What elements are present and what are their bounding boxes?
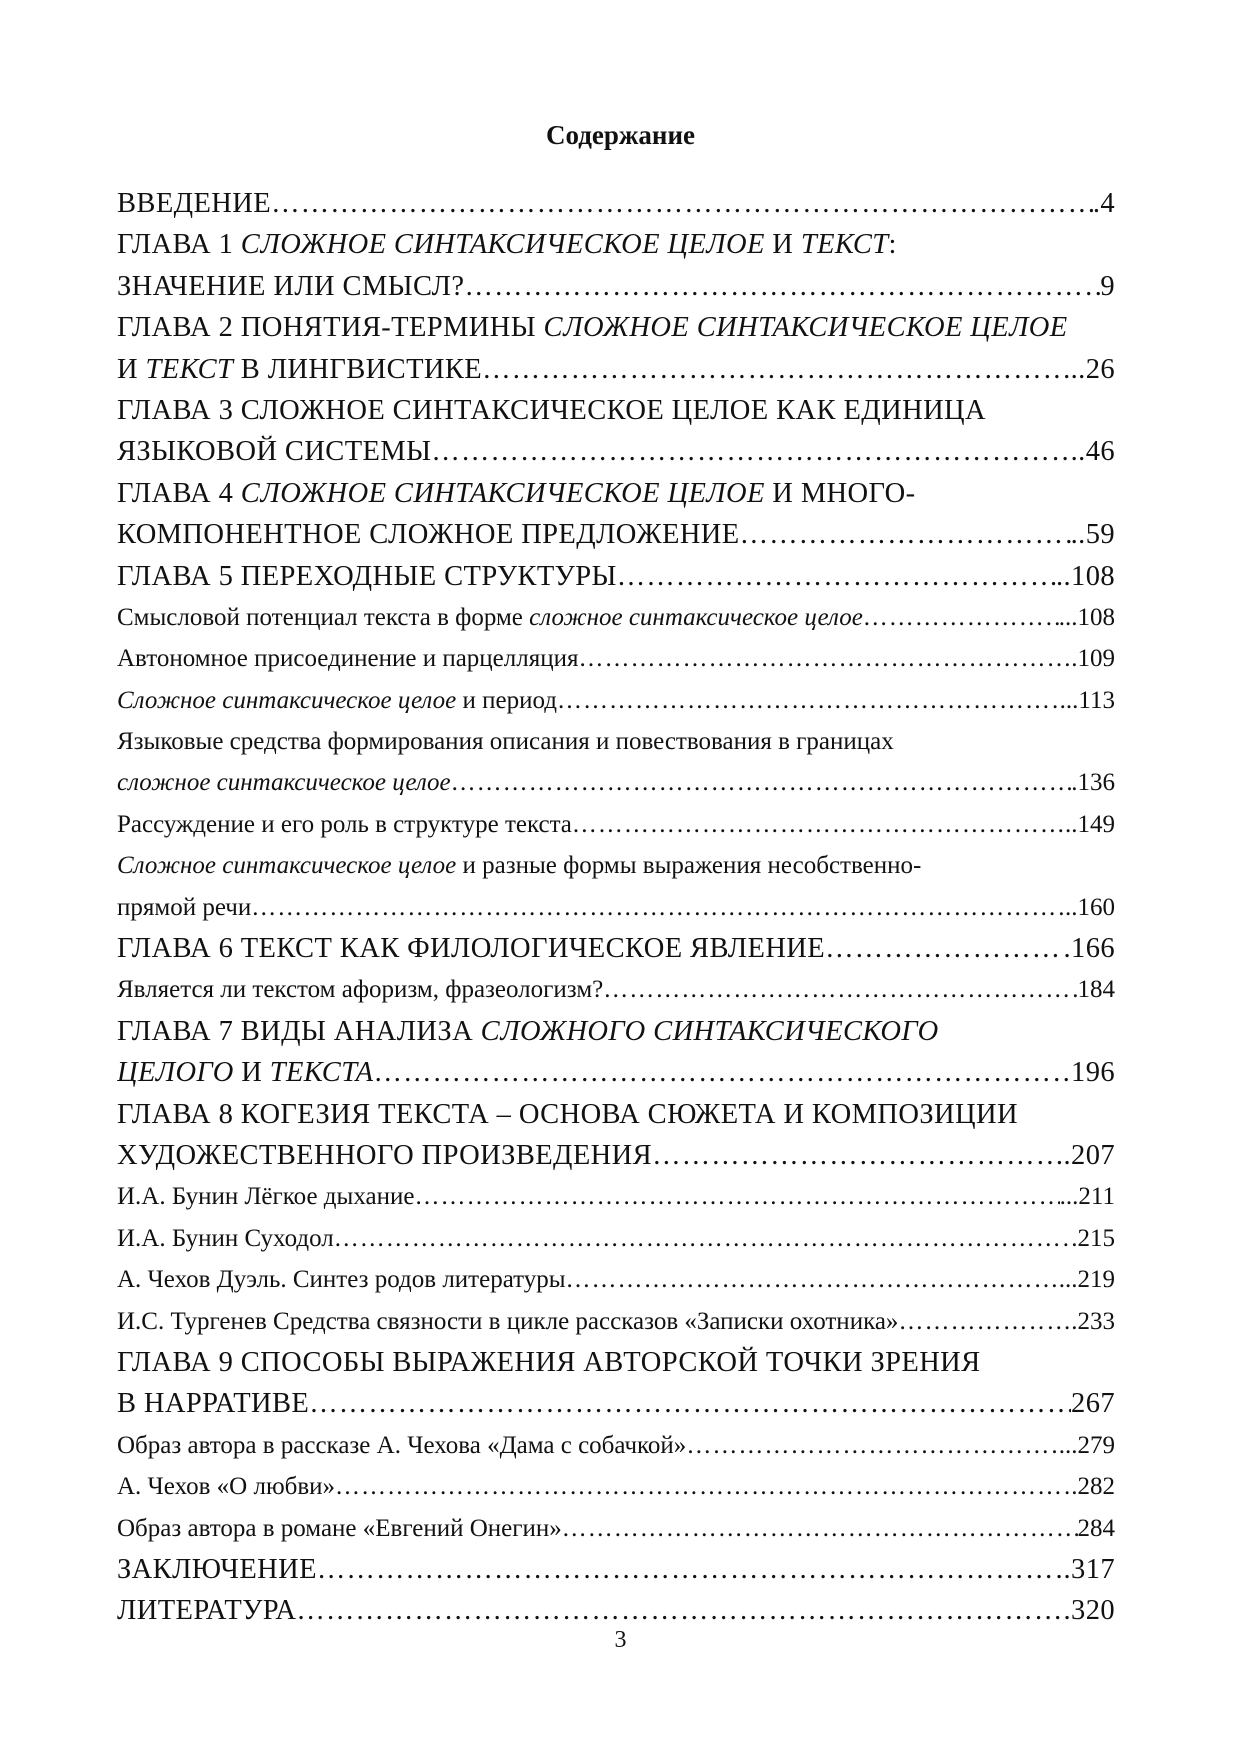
- toc-entry: [117, 266, 1115, 307]
- toc-entry-title: ЛИТЕРАТУРА: [117, 1595, 297, 1627]
- toc-entry-page: .317: [1063, 1553, 1115, 1585]
- dot-leader: [603, 969, 1077, 1010]
- toc-entry-title: ГЛАВА 4 СЛОЖНОЕ СИНТАКСИЧЕСКОЕ ЦЕЛОЕ И МНОГО-: [117, 477, 916, 509]
- toc-entry-title: В НАРРАТИВЕ: [117, 1388, 310, 1420]
- toc-entry-page: 284: [1077, 1514, 1115, 1542]
- toc-entry-title: ГЛАВА 5 ПЕРЕХОДНЫЕ СТРУКТУРЫ: [117, 560, 617, 592]
- toc-entry: [117, 1052, 1115, 1093]
- dot-leader: [271, 183, 1093, 224]
- toc-entry: [117, 680, 1115, 721]
- toc-entry-title: А. Чехов «О любви»: [117, 1473, 336, 1501]
- toc-entry-title: Автономное присоединение и парцелляция: [117, 645, 579, 673]
- toc-entry-title: И ТЕКСТ В ЛИНГВИСТИКЕ: [117, 353, 483, 385]
- toc-entry-page: ...211: [1059, 1183, 1115, 1211]
- dot-leader: [898, 1301, 1046, 1342]
- toc-entry-title: Рассуждение и его роль в структуре текста: [117, 810, 572, 838]
- toc-entry: [117, 969, 1115, 1010]
- toc-entry-title: А. Чехов Дуэль. Синтез родов литературы: [117, 1266, 566, 1294]
- toc-entry: [117, 887, 1115, 928]
- toc-entry: [117, 390, 1115, 431]
- toc-entry: [117, 721, 1115, 762]
- toc-entry-page: ...279: [1058, 1431, 1115, 1459]
- toc-entry-title: И.С. Тургенев Средства связности в цикле рассказов «Записки охотника»: [117, 1307, 899, 1335]
- dot-leader: [686, 1425, 1058, 1466]
- page-number: 3: [614, 1627, 627, 1653]
- dot-leader: [617, 556, 1056, 597]
- toc-entry: [117, 556, 1115, 597]
- toc-entry-page: .320: [1063, 1595, 1115, 1627]
- toc-entry-page: ...219: [1058, 1266, 1115, 1294]
- dot-leader: [566, 1259, 1059, 1300]
- toc-entry: [117, 638, 1115, 679]
- dot-leader: [296, 1590, 1063, 1631]
- toc-entry-title: ХУДОЖЕСТВЕННОГО ПРОИЗВЕДЕНИЯ: [117, 1139, 653, 1171]
- toc-entry: [117, 1466, 1115, 1507]
- toc-entry-page: .282: [1071, 1473, 1115, 1501]
- toc-entry-title: ГЛАВА 6 ТЕКСТ КАК ФИЛОЛОГИЧЕСКОЕ ЯВЛЕНИЕ: [117, 933, 826, 965]
- toc-entry: [117, 1176, 1115, 1217]
- toc-entry-title: ГЛАВА 7 ВИДЫ АНАЛИЗА СЛОЖНОГО СИНТАКСИЧЕСКОГО: [117, 1015, 939, 1047]
- dot-leader: [825, 928, 1063, 969]
- dot-leader: [572, 804, 1065, 845]
- toc-entry-page: 196: [1071, 1057, 1115, 1089]
- toc-entry-page: ..46: [1070, 436, 1115, 468]
- toc-entry: [117, 1301, 1115, 1342]
- toc-entry-page: .4: [1092, 188, 1115, 219]
- toc-entry-page: .207: [1063, 1139, 1115, 1171]
- toc-entry-title: ВВЕДЕНИЕ: [117, 188, 272, 219]
- toc-entry-title: сложное синтаксическое целое: [117, 769, 451, 797]
- toc-entry: [117, 473, 1115, 514]
- dot-leader: [557, 680, 1060, 721]
- toc-entry: [117, 1508, 1115, 1549]
- toc-entry-title: ЗНАЧЕНИЕ ИЛИ СМЫСЛ?: [117, 270, 465, 302]
- toc-entry: [117, 1549, 1115, 1590]
- dot-leader: [317, 1549, 1064, 1590]
- toc-entry: [117, 1011, 1115, 1052]
- toc-entry: [117, 1425, 1115, 1466]
- dot-leader: [578, 638, 1071, 679]
- toc-entry-title: Образ автора в романе «Евгений Онегин»: [117, 1514, 562, 1542]
- toc-entry-title: ГЛАВА 3 СЛОЖНОЕ СИНТАКСИЧЕСКОЕ ЦЕЛОЕ КАК ЕДИНИЦА: [117, 394, 987, 426]
- toc-entry-title: И.А. Бунин Суходол: [117, 1224, 334, 1252]
- toc-entry: [117, 928, 1115, 969]
- toc-entry-page: ...26: [1063, 353, 1115, 385]
- toc-entry-page: 184: [1077, 976, 1115, 1004]
- dot-leader: [740, 514, 1071, 555]
- toc-entry-title: Смысловой потенциал текста в форме сложное синтаксическое целое: [117, 603, 863, 631]
- toc-entry-title: ГЛАВА 9 СПОСОБЫ ВЫРАЖЕНИЯ АВТОРСКОЙ ТОЧКИ ЗРЕНИЯ: [117, 1346, 981, 1378]
- toc-entry-title: Языковые средства формирования описания и повествования в границах: [117, 728, 894, 756]
- toc-entry-page: .215: [1071, 1224, 1115, 1252]
- toc-entry: [117, 1590, 1115, 1631]
- toc-entry-page: .109: [1071, 645, 1115, 673]
- toc-entry-title: Сложное синтаксическое целое и период: [117, 686, 557, 714]
- toc-entry-page: ..108: [1056, 560, 1115, 592]
- toc-entry: [117, 183, 1115, 224]
- toc-entry-title: прямой речи: [117, 893, 252, 921]
- toc-entry-page: ...113: [1059, 686, 1115, 714]
- dot-leader: [451, 762, 1072, 803]
- toc-entry: [117, 514, 1115, 555]
- toc-entry-page: .136: [1071, 769, 1115, 797]
- toc-entry-page: ..160: [1065, 893, 1115, 921]
- toc-entry-page: .166: [1063, 933, 1115, 965]
- toc-entry-title: ГЛАВА 2 ПОНЯТИЯ-ТЕРМИНЫ СЛОЖНОЕ СИНТАКСИЧЕСКОЕ ЦЕЛОЕ: [117, 312, 1068, 344]
- dot-leader: [334, 1218, 1072, 1259]
- toc-entry-page: ….233: [1046, 1307, 1115, 1335]
- toc-entry: [117, 1342, 1115, 1383]
- toc-entry: [117, 1135, 1115, 1176]
- toc-entry: [117, 597, 1115, 638]
- toc-entry-title: ГЛАВА 8 КОГЕЗИЯ ТЕКСТА – ОСНОВА СЮЖЕТА И КОМПОЗИЦИИ: [117, 1098, 1018, 1130]
- dot-leader: [251, 887, 1065, 928]
- toc-entry-title: Сложное синтаксическое целое и разные формы выражения несобственно-: [117, 852, 922, 880]
- toc-entry: [117, 804, 1115, 845]
- toc-entry-title: Является ли текстом афоризм, фразеологизм?: [117, 976, 604, 1004]
- toc-entry: [117, 1218, 1115, 1259]
- toc-entry-title: КОМПОНЕНТНОЕ СЛОЖНОЕ ПРЕДЛОЖЕНИЕ: [117, 519, 740, 551]
- toc-entry-page: ...108: [1058, 603, 1115, 631]
- toc-entry-title: ГЛАВА 1 СЛОЖНОЕ СИНТАКСИЧЕСКОЕ ЦЕЛОЕ И ТЕКСТ:: [117, 229, 897, 261]
- dot-leader: [335, 1466, 1071, 1507]
- dot-leader: [652, 1135, 1063, 1176]
- toc-entry-title: ЗАКЛЮЧЕНИЕ: [117, 1553, 317, 1585]
- toc-entry-page: ..59: [1070, 519, 1115, 551]
- toc-entry-page: 9: [1100, 270, 1115, 302]
- toc-entry: [117, 1383, 1115, 1424]
- toc-entry: [117, 845, 1115, 886]
- toc-entry-title: ЯЗЫКОВОЙ СИСТЕМЫ: [117, 436, 432, 468]
- toc-entry: [117, 349, 1115, 390]
- toc-entry-page: 267: [1071, 1388, 1115, 1420]
- toc-entry: [117, 1259, 1115, 1300]
- dot-leader: [309, 1383, 1071, 1424]
- toc-entry: [117, 762, 1115, 803]
- dot-leader: [414, 1176, 1059, 1217]
- toc-entry: [117, 224, 1115, 265]
- toc-entry: [117, 431, 1115, 472]
- dot-leader: [431, 431, 1070, 472]
- toc-entry: [117, 1094, 1115, 1135]
- dot-leader: [482, 349, 1063, 390]
- dot-leader: [373, 1052, 1071, 1093]
- toc-entry-title: И.А. Бунин Лёгкое дыхание: [117, 1183, 415, 1211]
- table-of-contents: [117, 183, 1115, 1632]
- toc-entry-page: ..149: [1065, 810, 1115, 838]
- toc-entry: [117, 307, 1115, 348]
- dot-leader: [562, 1508, 1078, 1549]
- page-title: Содержание: [545, 120, 696, 150]
- dot-leader: [464, 266, 1100, 307]
- toc-entry-title: ЦЕЛОГО И ТЕКСТА: [117, 1057, 374, 1089]
- toc-entry-title: Образ автора в рассказе А. Чехова «Дама с собачкой»: [117, 1431, 687, 1459]
- dot-leader: [863, 597, 1059, 638]
